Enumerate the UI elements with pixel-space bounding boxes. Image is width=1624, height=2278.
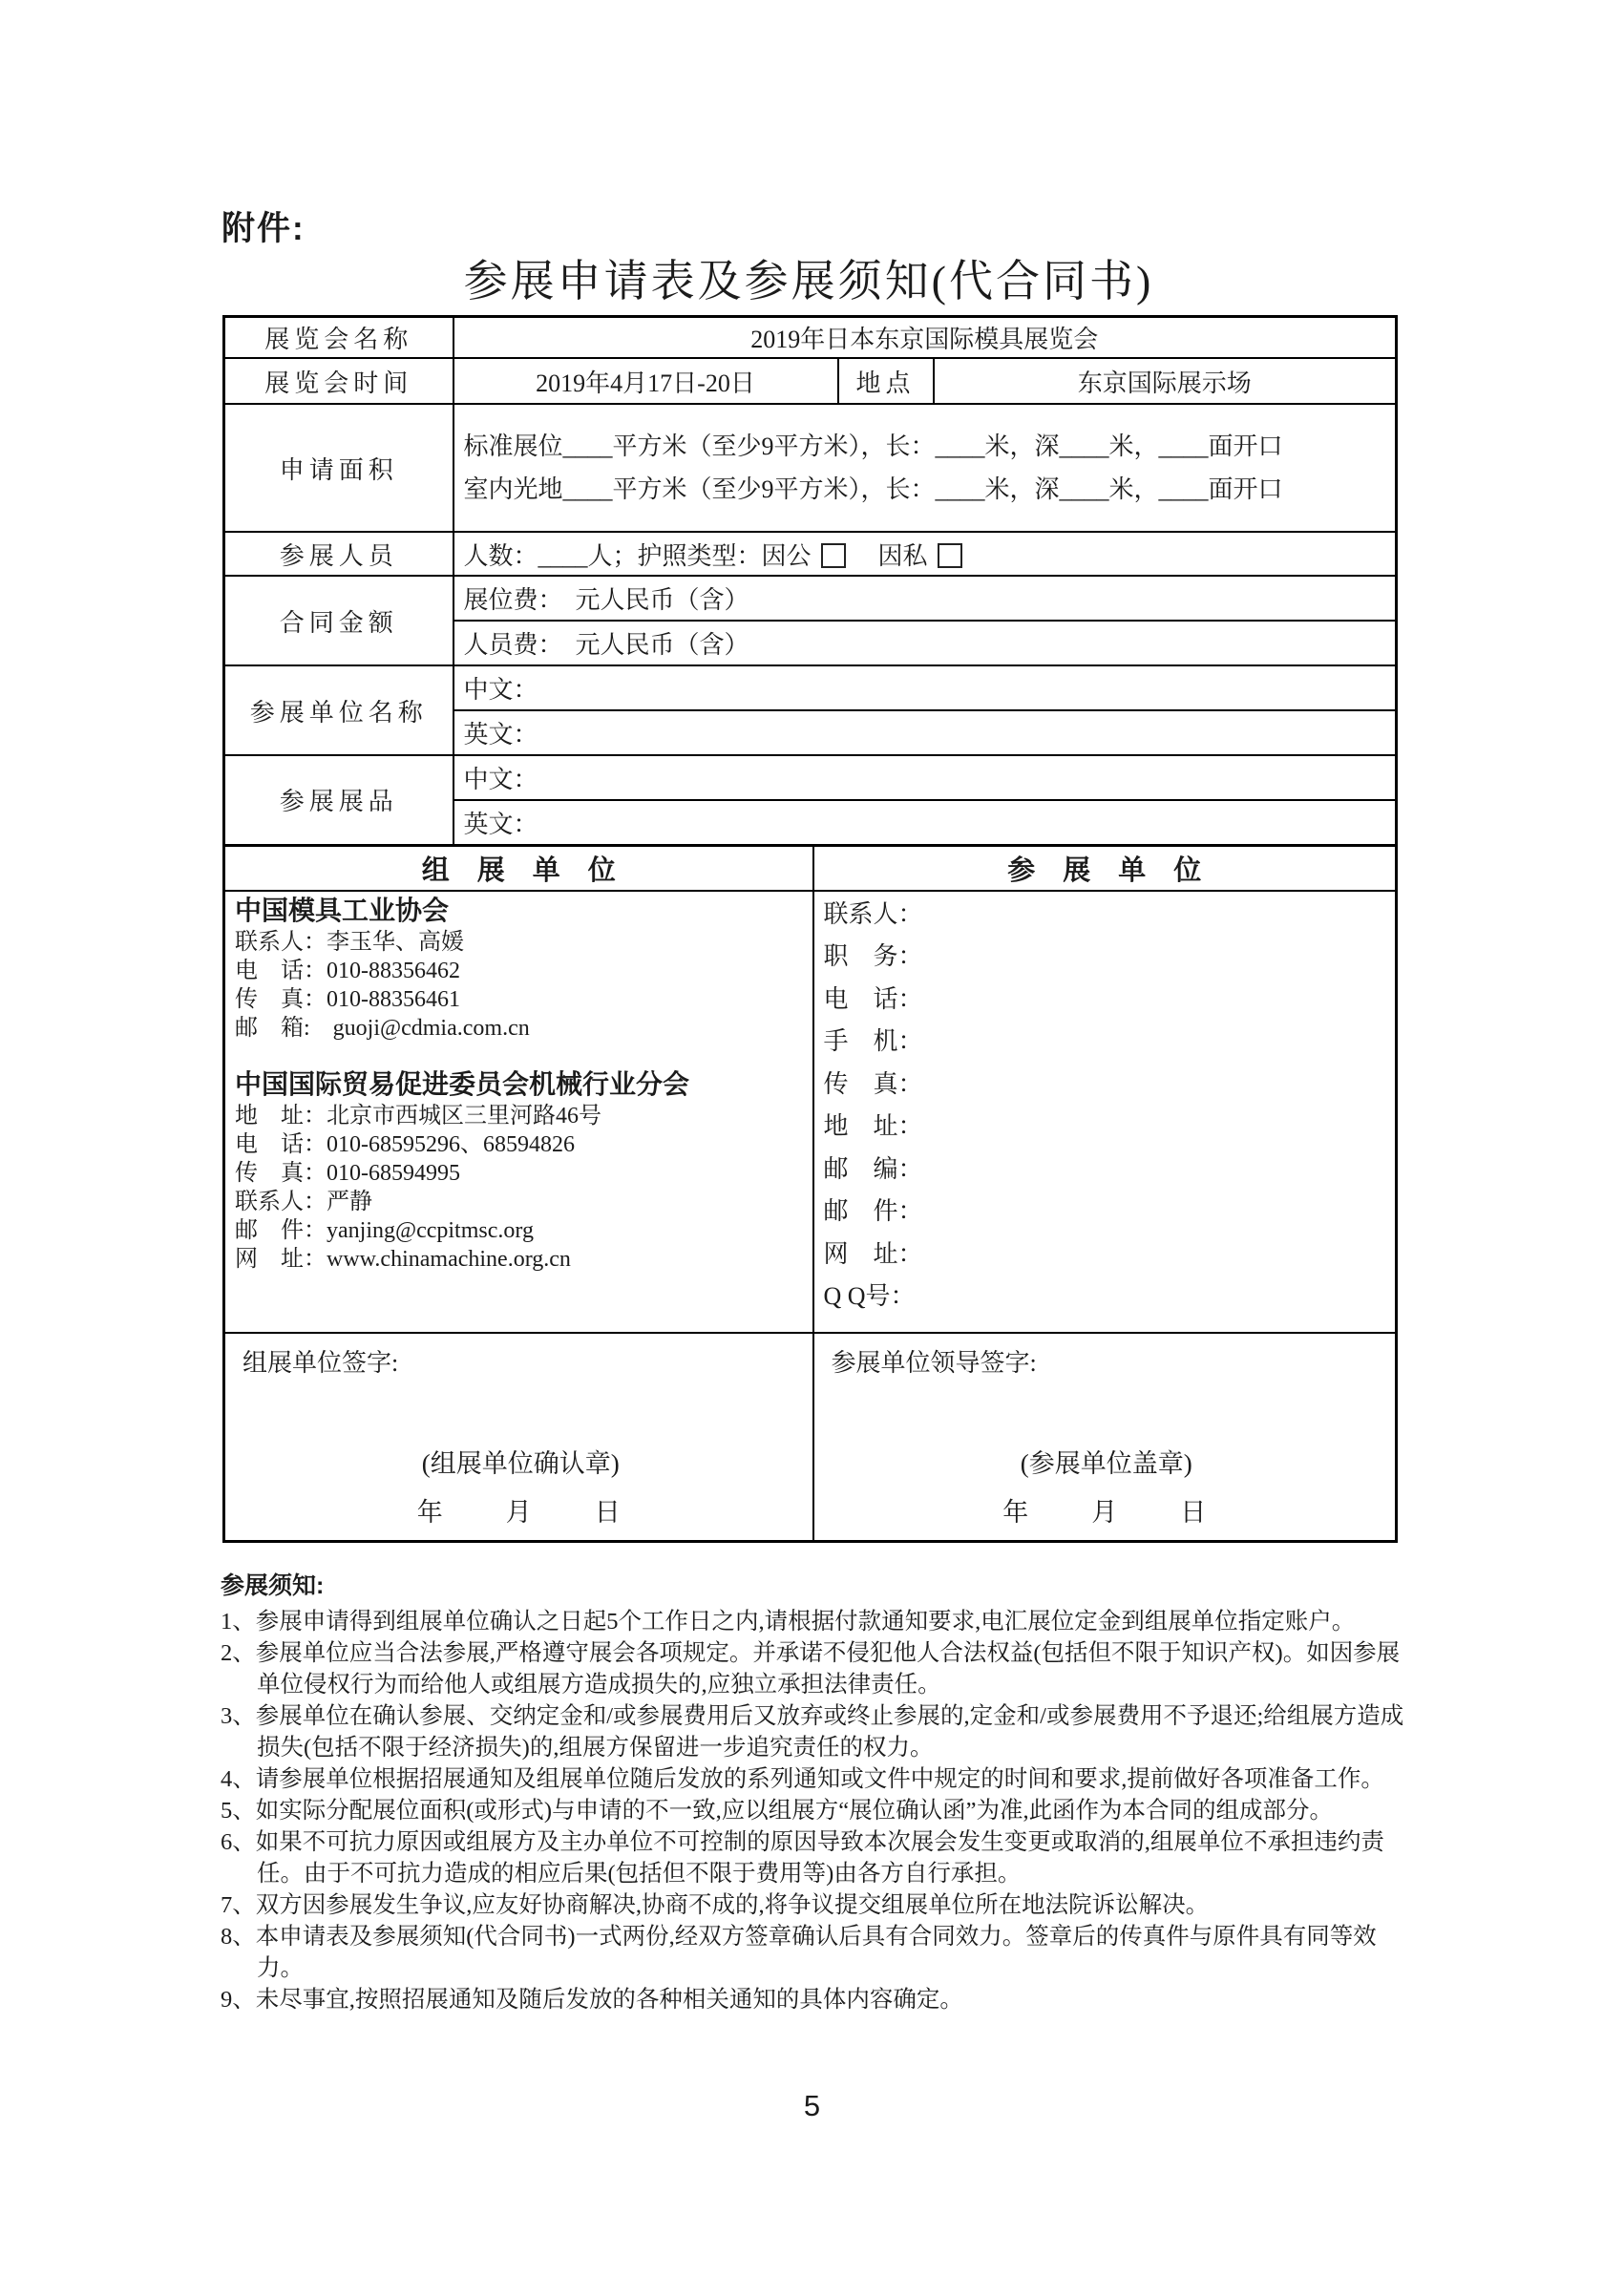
notice-item-5: 5、如实际分配展位面积(或形式)与申请的不一致,应以组展方“展位确认函”为准,此函作为本合同的组成部分。 (221, 1798, 1334, 1824)
exhibitor-field-address: 地 址： (823, 1112, 923, 1140)
passport-public-label: 因公 (761, 541, 812, 570)
exhibitor-field-qq: Q Q号： (823, 1282, 916, 1310)
organizer-stamp-note: (组展单位确认章) (421, 1448, 620, 1478)
exhibitor-field-website: 网 址： (823, 1239, 923, 1268)
exhibition-time-value: 2019年4月17日-20日 (453, 358, 838, 404)
notice-item-8: 8、本申请表及参展须知(代合同书)一式两份,经双方签章确认后具有合同效力。签章后的传真件与原件具有同等效力。 (221, 1924, 1377, 1981)
exhibition-notice-section (221, 1571, 1412, 2015)
organizer-signature-label: 组展单位签字: (243, 1348, 399, 1377)
passport-public-checkbox[interactable] (821, 543, 846, 568)
attachment-label: 附件: (221, 210, 306, 247)
exhibitor-signature-label: 参展单位领导签字: (831, 1348, 1037, 1377)
signature-row (224, 1333, 1397, 1542)
raw-space-line: 室内光地____平方米（至少9平方米），长：____米，深____米，____面开口 (463, 475, 1283, 503)
notice-title: 参展须知: (221, 1572, 325, 1599)
organizer-signature-space (243, 1379, 799, 1443)
organizer-date-line: 年 月 日 (416, 1497, 624, 1527)
products-english: 英文： (453, 800, 1397, 845)
exhibition-time-row (224, 358, 1397, 404)
organizer-contact-cell (224, 891, 813, 1333)
contact-info-row (224, 891, 1397, 1333)
application-form-table (222, 315, 1398, 1543)
notice-item-2: 2、参展单位应当合法参展,严格遵守展会各项规定。并承诺不侵犯他人合法权益(包括但不限于知识产权)。如因参展单位侵权行为而给他人或组展方造成损失的,应独立承担法律责任。 (221, 1640, 1401, 1698)
exhibitor-field-phone: 电 话： (823, 984, 923, 1013)
exhibitor-signature-cell (813, 1333, 1397, 1542)
location-value: 东京国际展示场 (934, 358, 1397, 404)
booth-area-label: 申请面积 (224, 404, 453, 532)
products-row (224, 755, 1397, 800)
notice-item-1: 1、参展申请得到组展单位确认之日起5个工作日之内,请根据付款通知要求,电汇展位定金到组展单位指定账户。 (221, 1609, 1356, 1635)
booth-fee-line: 展位费： 元人民币（含） (453, 576, 1397, 621)
company-name-row (224, 665, 1397, 710)
exhibitor-date-line: 年 月 日 (1002, 1497, 1211, 1527)
exhibitor-field-position: 职 务： (823, 942, 923, 970)
passport-private-label: 因私 (877, 541, 928, 570)
standard-booth-line: 标准展位____平方米（至少9平方米），长：____米，深____米，____面开口 (463, 432, 1283, 460)
org2-contact-person: 联系人：严静 (235, 1189, 372, 1214)
org2-website: 网 址：www.chinamachine.org.cn (235, 1246, 571, 1272)
exhibitor-field-mobile: 手 机： (823, 1027, 923, 1055)
personnel-value (453, 532, 1397, 576)
personnel-label: 参展人员 (224, 532, 453, 576)
contract-amount-row (224, 576, 1397, 621)
products-chinese: 中文： (453, 755, 1397, 800)
booth-area-value (453, 404, 1397, 532)
personnel-row (224, 532, 1397, 576)
org2-phone: 电 话：010-68595296、68594826 (235, 1131, 575, 1157)
company-name-chinese: 中文： (453, 665, 1397, 710)
section-header-row (224, 845, 1397, 891)
notice-item-9: 9、未尽事宜,按照招展通知及随后发放的各种相关通知的具体内容确定。 (221, 1987, 963, 2013)
org2-fax: 传 真：010-68594995 (235, 1160, 460, 1186)
exhibitor-stamp-note: (参展单位盖章) (1020, 1448, 1192, 1478)
org2-address: 地 址：北京市西城区三里河路46号 (235, 1103, 601, 1128)
exhibitor-signature-space (832, 1379, 1382, 1443)
exhibitor-contact-cell (813, 891, 1397, 1333)
notice-item-7: 7、双方因参展发生争议,应友好协商解决,协商不成的,将争议提交组展单位所在地法院诉讼解决。 (221, 1892, 1210, 1918)
exhibition-name-label: 展览会名称 (224, 317, 453, 359)
exhibition-name-row (224, 317, 1397, 359)
org1-contact-person: 联系人：李玉华、高媛 (235, 929, 464, 955)
org1-phone: 电 话：010-88356462 (235, 958, 460, 983)
notice-item-6: 6、如果不可抗力原因或组展方及主办单位不可控制的原因导致本次展会发生变更或取消的,组展单位不承担违约责任。由于不可抗力造成的相应后果(包括但不限于费用等)由各方自行承担。 (221, 1829, 1384, 1887)
organizer-header: 组 展 单 位 (224, 845, 813, 891)
booth-area-row (224, 404, 1397, 532)
organizer-org2-name: 中国国际贸易促进委员会机械行业分会 (235, 1068, 690, 1099)
exhibition-time-label: 展览会时间 (224, 358, 453, 404)
company-name-english: 英文： (453, 710, 1397, 755)
contract-amount-label: 合同金额 (224, 576, 453, 665)
org1-email: 邮 箱: guoji@cdmia.com.cn (235, 1015, 530, 1041)
personnel-fee-line: 人员费： 元人民币（含） (453, 621, 1397, 665)
products-label: 参展展品 (224, 755, 453, 845)
passport-private-checkbox[interactable] (938, 543, 962, 568)
organizer-signature-cell (224, 1333, 813, 1542)
location-label: 地点 (838, 358, 934, 404)
page-title: 参展申请表及参展须知(代合同书) (463, 257, 1154, 306)
org2-email: 邮 件：yanjing@ccpitmsc.org (235, 1217, 534, 1243)
page-number: 5 (803, 2089, 821, 2122)
notice-item-4: 4、请参展单位根据招展通知及组展单位随后发放的系列通知或文件中规定的时间和要求,提前做好各项准备工作。 (221, 1766, 1384, 1792)
exhibitor-field-contact: 联系人： (823, 899, 923, 928)
exhibitor-field-fax: 传 真： (823, 1069, 923, 1098)
exhibitor-field-email: 邮 件： (823, 1197, 923, 1225)
exhibitor-field-zipcode: 邮 编： (823, 1154, 923, 1183)
notice-item-3: 3、参展单位在确认参展、交纳定金和/或参展费用后又放弃或终止参展的,定金和/或参展费用不予退还;给组展方造成损失(包括不限于经济损失)的,组展方保留进一步追究责任的权力。 (221, 1703, 1404, 1761)
personnel-count-text: 人数：____人；护照类型： (463, 541, 762, 570)
exhibitor-header: 参 展 单 位 (813, 845, 1397, 891)
exhibition-name-value: 2019年日本东京国际模具展览会 (453, 317, 1397, 359)
organizer-org1-name: 中国模具工业协会 (235, 895, 450, 925)
org1-fax: 传 真：010-88356461 (235, 986, 460, 1012)
company-name-label: 参展单位名称 (224, 665, 453, 755)
